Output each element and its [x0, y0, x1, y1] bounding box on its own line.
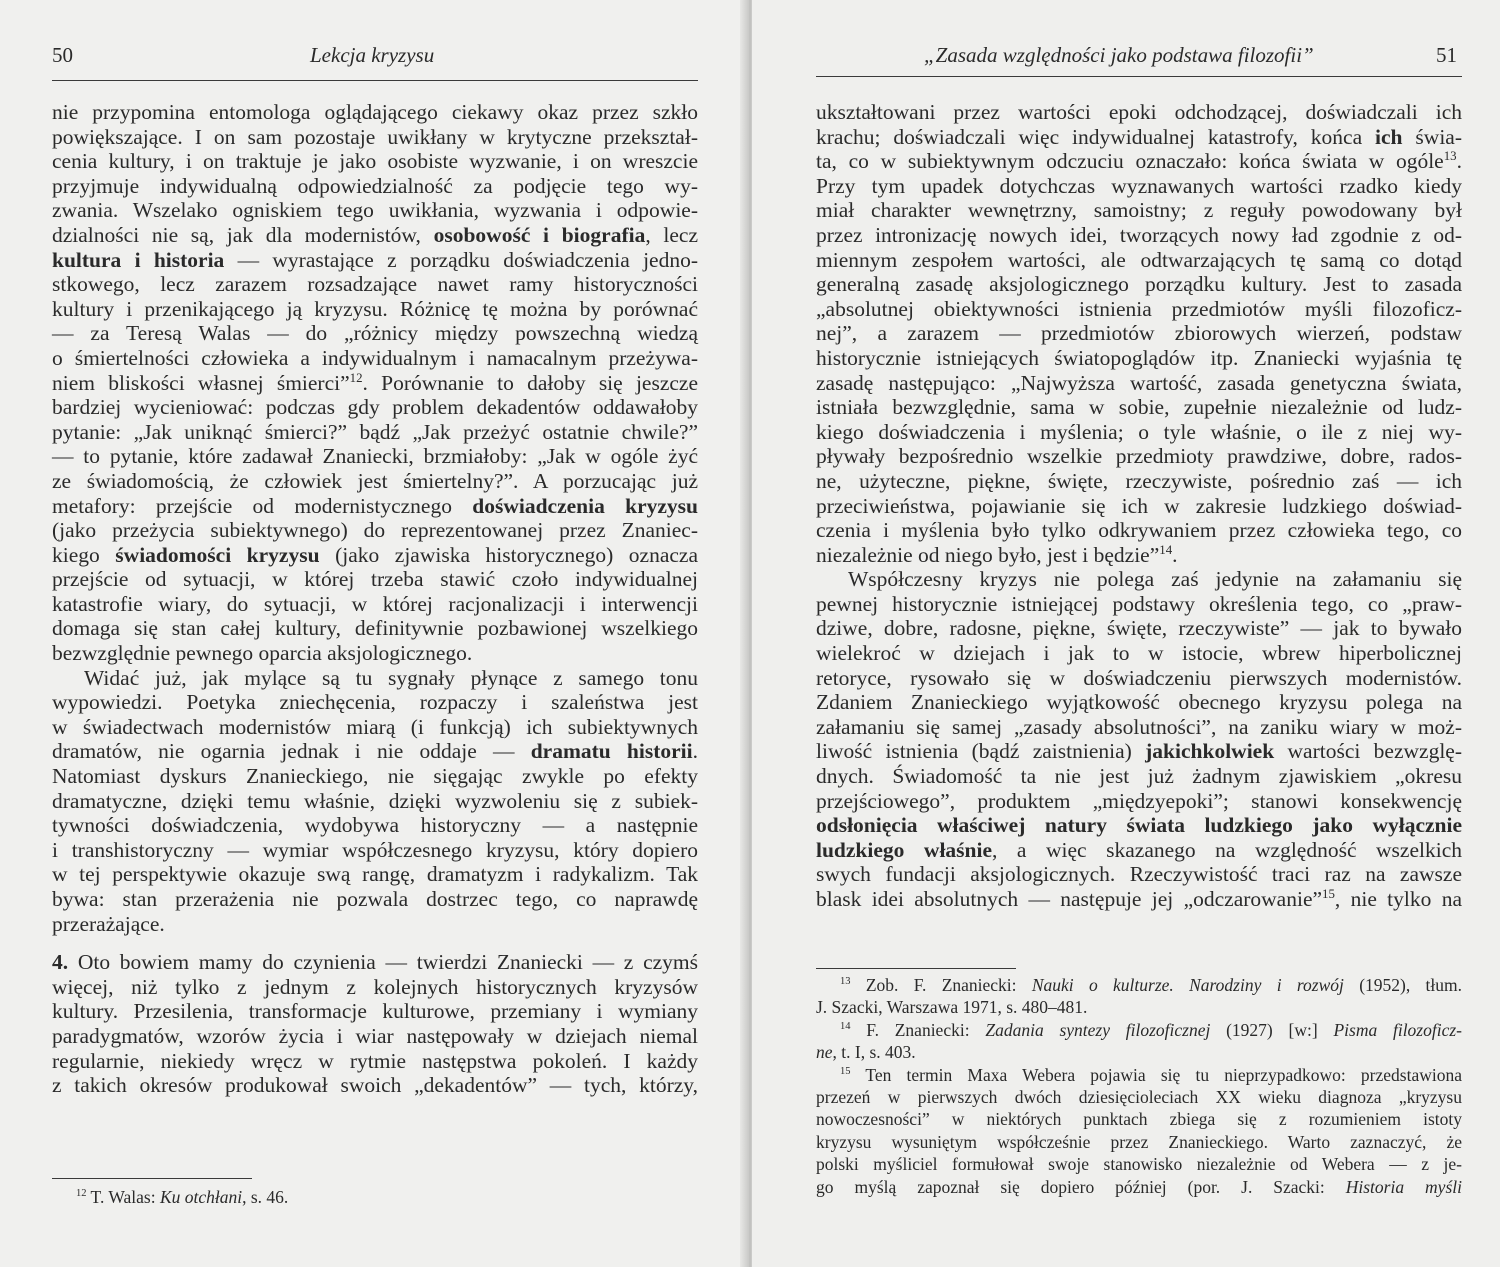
text-line	[816, 690, 1462, 715]
text-span: i transhistoryczny — wymiar współczesnego kryzysu, który dopiero	[52, 837, 698, 862]
text-span: T. Walas:	[86, 1187, 160, 1207]
text-span: (jako zjawiska historycznego) oznacza	[319, 542, 699, 567]
footnote	[816, 974, 1462, 1019]
text-line	[816, 100, 1462, 125]
text-line	[52, 100, 698, 125]
footnote-ref: 12	[349, 370, 363, 385]
text-line	[816, 666, 1462, 691]
text-span: więcej, niż tylko z jednym z kolejnych historycznych kryzysów	[52, 974, 698, 999]
text-line	[52, 444, 698, 469]
main-text	[52, 100, 698, 1098]
text-line	[816, 715, 1462, 740]
text-line	[816, 272, 1462, 297]
text-span: dramatów, nie ogarnia jednak i nie oddaje —	[52, 739, 531, 764]
text-line	[52, 567, 698, 592]
page-number: 50	[52, 43, 73, 67]
text-line	[816, 395, 1462, 420]
text-span: Widać już, jak mylące są tu sygnały płynące z samego tonu	[84, 665, 698, 690]
text-span: przejściowego”, produktem „międzyepoki”; stanowi konsekwencję	[816, 788, 1462, 813]
footnote-rule	[816, 968, 1016, 969]
text-span: przyjmuje indywidualną odpowiedzialność za podjęcie tego wy-	[52, 173, 698, 198]
text-span: ukształtowani przez wartości epoki odchodzącej, doświadczali ich	[816, 100, 1462, 124]
text-line	[816, 149, 1462, 174]
text-span: przejście od sytuacji, w której trzeba stawić czoło indywidualnej	[52, 567, 698, 592]
text-line	[816, 469, 1462, 494]
text-span: niem bliskości własnej śmierci”	[52, 370, 350, 395]
text-span: istniała bezwzględnie, sama w sobie, zupełnie niezależnie od ludz-	[816, 395, 1462, 420]
text-line	[52, 789, 698, 814]
text-span: wartości bezwzglę-	[1274, 739, 1462, 764]
text-span: czenia i myślenia było tylko odkrywaniem przez człowieka tego, co	[816, 518, 1462, 543]
text-line	[816, 248, 1462, 273]
text-span: zwania. Wszelako ogniskiem tego uwikłania, wyzwania i odpowie-	[52, 198, 698, 223]
text-line	[816, 838, 1462, 863]
text-span: pływały bezpośrednio wszelkie przedmioty prawdziwe, dobre, rados-	[816, 444, 1462, 469]
text-span: o śmiertelności człowieka a indywidualnym i namacalnym przeżywa-	[52, 345, 698, 370]
text-span: stkowego, lecz zarazem rozsadzające nawet ramy historyczności	[52, 272, 698, 297]
text-span: — za Teresą Walas — do „różnicy między powszechną wiedzą	[52, 321, 698, 346]
text-span: miennym zespołem wartości, ale odtwarzających tę samą co dotąd	[816, 247, 1462, 272]
text-line	[816, 764, 1462, 789]
text-span: polski myśliciel formułował swoje stanowisko niezależnie od Webera — z je-	[816, 1154, 1462, 1175]
footnote-ref: 14	[840, 1020, 851, 1032]
footnotes	[52, 1186, 698, 1208]
text-line	[52, 469, 698, 494]
footnote-line	[816, 1108, 1462, 1130]
text-span: wypowiedzi. Poetyka zniechęcenia, rozpaczy i szaleństwa jest	[52, 690, 698, 715]
bold-text: ich	[1375, 124, 1403, 149]
text-span: przezeń w pierwszych dwóch dziesięcioleciach XX wieku diagnoza „kryzysu	[816, 1086, 1462, 1107]
text-line	[52, 912, 698, 937]
text-span: ne, użyteczne, piękne, święte, rzeczywiste, pośrednio zaś — ich	[816, 468, 1462, 493]
text-span: Ten termin Maxa Webera pojawia się tu nieprzypadkowo: przedstawiona	[850, 1064, 1462, 1085]
footnote	[816, 1064, 1462, 1198]
text-span: nie przypomina entomologa oglądającego ciekawy okaz przez szkło	[52, 100, 698, 124]
text-span: Zob. F. Znaniecki:	[850, 975, 1032, 995]
text-span: (1952), tłum.	[1343, 975, 1462, 995]
text-span: , lecz	[645, 222, 698, 247]
text-span: . Porównanie to dałoby się jeszcze	[362, 370, 698, 395]
text-line	[52, 346, 698, 371]
footnote-line	[52, 1186, 698, 1208]
text-span: bywa: stan przerażenia nie pozwala dostrzec tego, co naprawdę	[52, 887, 698, 911]
text-span: liwość istnienia (bądź zaistnienia)	[816, 739, 1146, 764]
text-span: przerażające.	[52, 911, 165, 936]
text-line	[52, 887, 698, 912]
text-span: kiego doświadczenia i myślenia; o tyle właśnie, o ile z niej wy-	[816, 419, 1462, 444]
text-line	[52, 690, 698, 715]
footnote-line	[816, 1064, 1462, 1086]
text-line	[816, 174, 1462, 199]
text-span: historycznie istniejących światopoglądów itp. Znaniecki wyjaśnia tę	[816, 345, 1462, 370]
text-span: Współczesny kryzys nie polega zaś jedynie na załamaniu się	[848, 567, 1462, 592]
text-line	[816, 739, 1462, 764]
text-line	[816, 887, 1462, 912]
header-rule	[52, 80, 698, 81]
text-line	[52, 999, 698, 1024]
bold-text: odsłonięcia właściwej natury świata ludzkiego jako wyłącznie	[816, 813, 1462, 838]
left-page-header	[0, 40, 748, 70]
text-line	[816, 567, 1462, 592]
text-span: cenia kultury, i on traktuje je jako osobiste wyzwanie, i on wreszcie	[52, 149, 698, 174]
text-span: wielekroć w dziejach i jak to w istocie, wbrew hiperbolicznej	[816, 641, 1462, 666]
text-line	[816, 321, 1462, 346]
running-title: Lekcja kryzysu	[310, 43, 435, 67]
text-line	[52, 950, 698, 975]
text-span: .	[1172, 542, 1178, 567]
text-span: metafory: przejście od modernistycznego	[52, 493, 473, 518]
text-line	[52, 666, 698, 691]
footnote-ref: 15	[840, 1065, 851, 1077]
text-line	[816, 592, 1462, 617]
footnote-rule	[52, 1178, 252, 1179]
text-span: domaga się stan całej kultury, definitywnie pozbawionej wszelkiego	[52, 616, 698, 641]
text-span: .	[692, 739, 698, 764]
text-line	[52, 272, 698, 297]
text-span: , s. 46.	[242, 1187, 289, 1207]
footnote-line	[816, 1019, 1462, 1041]
text-span: Przy tym upadek dotychczas wyznawanych wartości rzadko kiedy	[816, 173, 1462, 198]
bold-text: kultura i historia	[52, 247, 225, 272]
right-page-header	[752, 40, 1500, 70]
text-span: „absolutnej obiektywności istnienia przedmiotów myśli filozoficz-	[816, 296, 1462, 321]
text-span: kultury. Przesilenia, transformacje kulturowe, przemiany i wymiany	[52, 999, 698, 1024]
bold-text: doświadczenia kryzysu	[472, 493, 698, 518]
text-line	[52, 838, 698, 863]
running-title: „Zasada względności jako podstawa filozofii”	[924, 43, 1314, 67]
footnote	[816, 1019, 1462, 1064]
italic-text: ne	[816, 1042, 833, 1063]
footnotes	[816, 974, 1462, 1198]
text-line	[52, 862, 698, 887]
text-span: kultury i przenikającego ją kryzysu. Różnicę tę można by porównać	[52, 296, 698, 321]
text-line	[816, 789, 1462, 814]
text-span: kryzysu wysuniętym współcześnie przez Znanieckiego. Warto zaznaczyć, że	[816, 1131, 1462, 1152]
text-span: bardziej wycieniować: podczas gdy problem dekadentów oddawałoby	[52, 395, 698, 420]
text-line	[52, 1073, 698, 1098]
text-line	[816, 297, 1462, 322]
bold-text: osobowość i biografia	[433, 222, 646, 247]
text-line	[52, 125, 698, 150]
text-span: miał charakter wewnętrzny, samoistny; z reguły powodowany był	[816, 198, 1462, 223]
text-line	[816, 543, 1462, 568]
text-span: Oto bowiem mamy do czynienia — twierdzi Znaniecki — z czymś	[68, 950, 698, 975]
bold-text: ludzkiego właśnie	[816, 837, 993, 862]
footnote-line	[816, 1176, 1462, 1198]
text-span: F. Znaniecki:	[850, 1019, 986, 1040]
text-span: pewnej historycznie istniejącej podstawy określenia tego, co „praw-	[816, 591, 1462, 616]
text-line	[52, 371, 698, 396]
footnote-line	[816, 1153, 1462, 1175]
text-line	[52, 321, 698, 346]
text-line	[52, 223, 698, 248]
header-rule	[816, 76, 1462, 77]
text-span: tywności doświadczenia, wydobywa historyczny — a następnie	[52, 813, 698, 838]
text-span: krachu; doświadczali więc indywidualnej katastrofy, końca	[816, 124, 1376, 149]
text-span: — to pytanie, które zadawał Znaniecki, brzmiałoby: „Jak w ogóle żyć	[52, 444, 698, 469]
footnote-line	[816, 1131, 1462, 1153]
text-span: świa-	[1402, 124, 1462, 149]
text-span: przez intronizację nowych idei, tworzących nowy ład zgodnie z od-	[816, 222, 1462, 247]
text-span: powiększające. I on sam pozostaje uwikłany w krytyczne przekształ-	[52, 124, 698, 149]
text-line	[52, 248, 698, 273]
text-line	[52, 297, 698, 322]
bold-text: 4.	[52, 950, 69, 975]
text-span: — wyrastające z porządku doświadczenia jedno-	[224, 247, 698, 272]
text-span: ta, co w subiektywnym odczuciu oznaczało: końca świata w ogóle	[816, 149, 1444, 174]
text-span: nej”, a zarazem — przedmiotów zbiorowych wierzeń, podstaw	[816, 321, 1462, 346]
text-span: zasadę następująco: „Najwyższa wartość, zasada genetyczna świata,	[816, 370, 1462, 395]
italic-text: Pisma filozoficz-	[1333, 1019, 1462, 1040]
text-span: kiego	[52, 542, 116, 567]
text-line	[816, 420, 1462, 445]
text-line	[52, 395, 698, 420]
text-span: (jako przeżycia subiektywnego) do reprezentowanej przez Znaniec-	[52, 518, 698, 543]
italic-text: Nauki o kulturze. Narodziny i rozwój	[1031, 975, 1344, 995]
text-span: swych fundacji aksjologicznych. Rzeczywistość traci raz na zawsze	[816, 862, 1462, 887]
text-line	[816, 125, 1462, 150]
text-line	[52, 198, 698, 223]
footnote	[52, 1186, 698, 1208]
text-span: , nie tylko na	[1334, 887, 1462, 911]
text-line	[52, 764, 698, 789]
text-line	[52, 420, 698, 445]
text-span: nowoczesności” w niektórych punktach zbiega się z rozumieniem istoty	[816, 1109, 1462, 1130]
bold-text: dramatu historii	[530, 739, 693, 764]
text-span: .	[1456, 149, 1462, 174]
text-line	[816, 616, 1462, 641]
text-span: blask idei absolutnych — następuje jej „odczarowanie”	[816, 887, 1323, 911]
text-span: katastrofie wiary, do sytuacji, w której racjonalizacji i interwencji	[52, 591, 698, 616]
text-line	[52, 174, 698, 199]
text-line	[816, 198, 1462, 223]
italic-text: Historia myśli	[1345, 1176, 1462, 1197]
text-span: (1927) [w:]	[1210, 1019, 1334, 1040]
text-line	[52, 149, 698, 174]
left-page	[0, 0, 748, 1267]
text-span: generalną zasadę aksjologicznego porządku kultury. Jest to zasada	[816, 272, 1462, 297]
text-span: , t. I, s. 403.	[832, 1042, 916, 1063]
footnote-ref: 15	[1322, 886, 1335, 901]
text-line	[816, 641, 1462, 666]
text-line	[816, 223, 1462, 248]
text-span: go myślą zapoznał się dopiero później (por. J. Szacki:	[816, 1176, 1346, 1197]
text-span: pytanie: „Jak uniknąć śmierci?” bądź „Jak przeżyć ostatnie chwile?”	[52, 419, 698, 444]
text-span: Natomiast dyskurs Znanieckiego, nie sięgając zwykle po efekty	[52, 764, 698, 789]
text-span: dziwe, dobre, radosne, piękne, święte, rzeczywiste” — jak to bywało	[816, 616, 1462, 641]
bold-text: jakichkolwiek	[1145, 739, 1275, 764]
italic-text: Zadania syntezy filozoficznej	[985, 1019, 1211, 1040]
text-line	[816, 518, 1462, 543]
footnote-ref: 13	[1443, 149, 1457, 164]
text-span: z takich okresów produkował swoich „dekadentów” — tych, którzy,	[52, 1073, 698, 1098]
text-line	[816, 371, 1462, 396]
text-span: dnych. Świadomość ta nie jest już żadnym zjawiskiem „okresu	[816, 764, 1462, 789]
main-text	[816, 100, 1462, 912]
text-span: retoryce, rysowało się w doświadczeniu pierwszych modernistów.	[816, 665, 1462, 690]
text-line	[52, 1049, 698, 1074]
text-line	[52, 739, 698, 764]
italic-text: Ku otchłani	[159, 1187, 243, 1207]
text-span: niezależnie od niego było, jest i będzie”	[816, 542, 1160, 567]
text-span: paradygmatów, wzorów życia i wiar następowały w dziejach niemal	[52, 1023, 698, 1048]
text-span: przeciwieństwa, pojawianie się ich w zakresie ludzkiego doświad-	[816, 493, 1462, 518]
text-line	[52, 592, 698, 617]
page-number: 51	[1436, 43, 1457, 67]
footnote-line	[816, 996, 1462, 1018]
text-line	[52, 813, 698, 838]
text-line	[52, 494, 698, 519]
text-line	[52, 975, 698, 1000]
text-line	[816, 346, 1462, 371]
text-span: regularnie, niekiedy wręcz w rytmie następstwa pokoleń. I każdy	[52, 1048, 698, 1073]
text-line	[816, 494, 1462, 519]
text-span: ze świadomością, że człowiek jest śmiertelny?”. A porzucając już	[52, 468, 698, 493]
text-line	[52, 616, 698, 641]
text-line	[52, 543, 698, 568]
text-line	[52, 641, 698, 666]
footnote-ref: 13	[840, 976, 851, 988]
footnote-ref: 14	[1159, 542, 1173, 557]
text-span: bezwzględnie pewnego oparcia aksjologicznego.	[52, 641, 473, 666]
footnote-ref: 12	[76, 1188, 87, 1200]
text-span: w tej perspektywie okazuje swą rangę, dramatyzm i radykalizm. Tak	[52, 862, 698, 887]
text-line	[52, 715, 698, 740]
text-line	[52, 518, 698, 543]
footnote-line	[816, 1041, 1462, 1063]
text-span: , a więc skazanego na względność wszelkich	[992, 837, 1462, 862]
footnote-line	[816, 1086, 1462, 1108]
text-line	[816, 813, 1462, 838]
text-line	[816, 444, 1462, 469]
text-line	[52, 1024, 698, 1049]
text-line	[816, 862, 1462, 887]
text-span: załamaniu się samej „zasady absolutności”, na zaniku wiary w moż-	[816, 714, 1462, 739]
text-span: Zdaniem Znanieckiego wyjątkowość obecnego kryzysu polega na	[816, 690, 1462, 715]
text-span: J. Szacki, Warszawa 1971, s. 480–481.	[816, 997, 1088, 1018]
text-span: w świadectwach modernistów miarą (i funkcją) ich subiektywnych	[52, 714, 698, 739]
bold-text: świadomości kryzysu	[115, 542, 320, 567]
right-page	[752, 0, 1500, 1267]
text-span: dzialności nie są, jak dla modernistów,	[52, 222, 434, 247]
text-span: dramatyczne, dzięki temu właśnie, dzięki wyzwoleniu się z subiek-	[52, 788, 698, 813]
footnote-line	[816, 974, 1462, 996]
